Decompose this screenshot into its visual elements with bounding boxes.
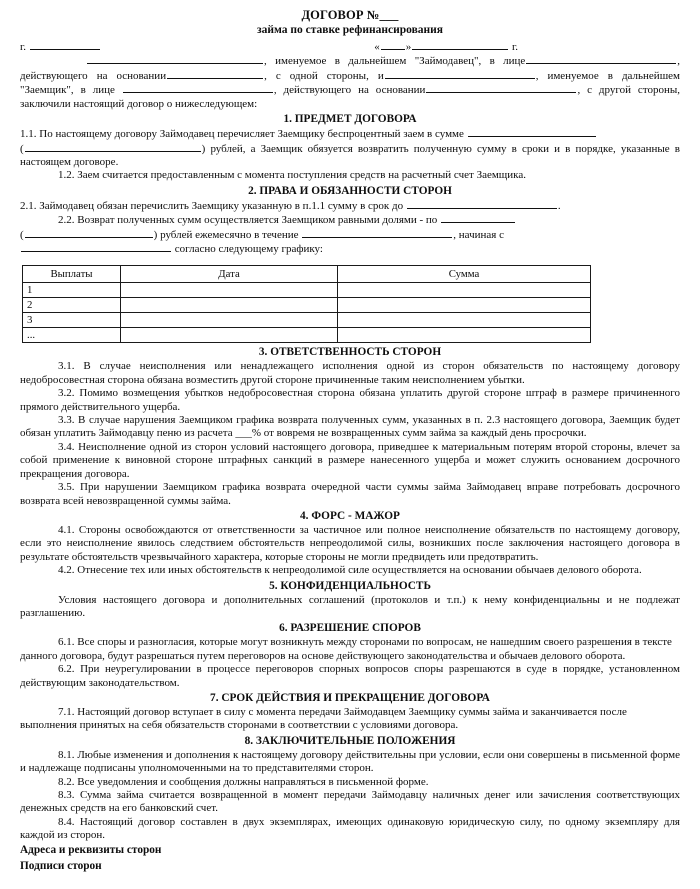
preamble-part-6: , действующего на основании xyxy=(273,84,426,97)
column-header-payments: Выплаты xyxy=(23,266,121,283)
preamble-paragraph xyxy=(20,54,680,111)
clause-3-2: 3.2. Помимо возмещения убытков недобросовестная сторона обязана уплатить другой стороне штраф в размере причиненного прямого действительного ущерба. xyxy=(20,387,680,413)
section-heading-7: 7. СРОК ДЕЙСТВИЯ И ПРЕКРАЩЕНИЕ ДОГОВОРА xyxy=(210,691,490,704)
row-date-cell[interactable] xyxy=(121,313,338,328)
section-heading-2: 2. ПРАВА И ОБЯЗАННОСТИ СТОРОН xyxy=(248,184,452,197)
section-heading-4: 4. ФОРС - МАЖОР xyxy=(300,509,400,522)
transfer-deadline-blank[interactable] xyxy=(407,199,557,209)
clause-6-1: 6.1. Все споры и разногласия, которые могут возникнуть между сторонами по вопросам, не нашедшим своего разрешения в тексте данного договора, будут разрешаться путем переговоров на основе действующего законодательства и обычаев делового оборота. xyxy=(20,636,672,662)
clause-2-2-text-a: 2.2. Возврат полученных сумм осуществляется Заемщиком равными долями - по xyxy=(58,214,438,227)
column-header-amount: Сумма xyxy=(338,266,591,283)
addresses-heading: Адреса и реквизиты сторон xyxy=(20,843,162,856)
clause-6-2: 6.2. При неурегулировании в процессе переговоров спорных вопросов споры разрешаются в суде в порядке, установленном действующим законодательством. xyxy=(20,663,680,689)
row-date-cell[interactable] xyxy=(121,283,338,298)
place-label: г. xyxy=(20,41,27,54)
table-row xyxy=(23,298,591,313)
section-heading-8: 8. ЗАКЛЮЧИТЕЛЬНЫЕ ПОЛОЖЕНИЯ xyxy=(244,734,456,747)
table-header-row xyxy=(23,266,591,283)
clause-8-3: 8.3. Сумма займа считается возвращенной в момент передачи Займодавцу наличных денег или зачисления соответствующих денежных средств на его банковский счет. xyxy=(20,789,680,815)
preamble-part-8: договор о нижеследующем: xyxy=(127,97,258,110)
preamble-part-2: , действующего xyxy=(20,55,680,82)
year-suffix: г. xyxy=(512,41,519,54)
document-title-text: ДОГОВОР № xyxy=(301,8,380,22)
clause-3-3-text-b: % от вовремя не возвращенных сумм займа за каждый день просрочки. xyxy=(251,427,587,440)
borrower-basis-blank[interactable] xyxy=(426,83,576,93)
section-heading-6: 6. РАЗРЕШЕНИЕ СПОРОВ xyxy=(279,622,421,635)
row-amount-cell[interactable] xyxy=(338,313,591,328)
row-index: ... xyxy=(23,328,121,343)
section-heading-1: 1. ПРЕДМЕТ ДОГОВОРА xyxy=(283,113,417,126)
clause-3-5: 3.5. При нарушении Заемщиком графика возврата очередной части суммы займа Займодавец вправе потребовать досрочного возврата всей невозвращенной суммы займа. xyxy=(20,481,680,507)
place-blank[interactable] xyxy=(30,40,100,50)
contract-number-blank: ___ xyxy=(379,8,399,22)
lender-representative-blank[interactable] xyxy=(526,54,676,64)
clause-7-1: 7.1. Настоящий договор вступает в силу с момента передачи Займодавцем Заемщику суммы займа и заканчивается после выполнения принятых на себя обязательств сторонами в соответствии с условиями договора. xyxy=(20,705,627,732)
column-header-date: Дата xyxy=(121,266,338,283)
row-date-cell[interactable] xyxy=(121,328,338,343)
table-row xyxy=(23,313,591,328)
lender-basis-blank[interactable] xyxy=(167,69,263,79)
clause-2-2: 2.2. Возврат полученных сумм осуществляется Заемщиком равными долями - по ( ) рублей ежемесячно в течение , начиная с согласно следующему графику: xyxy=(20,213,680,256)
borrower-representative-blank[interactable] xyxy=(123,83,273,93)
payment-schedule-container xyxy=(22,265,680,343)
clause-1-1-text-c: в настоящем договоре. xyxy=(20,142,680,168)
row-index: 1 xyxy=(23,283,121,298)
preamble-part-5: , именуемое в дальнейшем "Заемщик", в лице xyxy=(20,69,681,97)
row-amount-cell[interactable] xyxy=(338,328,591,343)
penalty-percent-blank[interactable]: ___ xyxy=(235,427,252,440)
document-subtitle: займа по ставке рефинансирования xyxy=(256,24,444,36)
clause-8-4: 8.4. Настоящий договор составлен в двух экземплярах, имеющих одинаковую юридическую силу, по одному экземпляру для каждой из сторон. xyxy=(20,815,680,842)
date-open-quote: « xyxy=(374,41,380,54)
clause-8-2: 8.2. Все уведомления и сообщения должны направляться в письменной форме. xyxy=(58,775,429,788)
loan-amount-words-blank[interactable] xyxy=(25,142,201,152)
row-index: 2 xyxy=(23,298,121,313)
installment-period-blank[interactable] xyxy=(302,228,452,238)
clause-2-2-text-b: ) рублей ежемесячно в течение xyxy=(153,228,299,241)
section-heading-3: 3. ОТВЕТСТВЕННОСТЬ СТОРОН xyxy=(258,346,442,359)
row-amount-cell[interactable] xyxy=(338,298,591,313)
clause-3-1: 3.1. В случае неисполнения или ненадлежащего исполнения одной из сторон обязательств по настоящему договору недобросовестная сторона обязана возместить другой стороне причиненные таким неисполнением убытки. xyxy=(20,360,680,386)
row-amount-cell[interactable] xyxy=(338,283,591,298)
clause-1-1: 1.1. По настоящему договору Займодавец перечисляет Заемщику беспроцентный заем в сумме ( ) рублей, а Заемщик обязуется возвратить полученную сумму в сроки и в порядке, указанные в настоящем договоре. xyxy=(20,128,680,168)
clause-2-1-text-b: . xyxy=(557,199,561,212)
signatures-heading: Подписи сторон xyxy=(20,859,102,872)
clause-3-3-text-a: 3.3. В случае нарушения Заемщиком графика возврата полученных сумм, указанных в п. 2.3 настоящего договора, Заемщик будет обязан уплатить Займодавцу пеню из расчета xyxy=(20,414,680,440)
installment-digits-blank[interactable] xyxy=(441,213,515,223)
table-row xyxy=(23,283,591,298)
preamble-part-3: на основании xyxy=(96,69,167,82)
preamble-part-4: , с одной стороны, и xyxy=(264,69,384,82)
preamble-part-1: , именуемое в дальнейшем "Займодавец", в лице xyxy=(264,55,526,68)
installment-start-blank[interactable] xyxy=(21,242,171,252)
table-row xyxy=(23,328,591,343)
row-index: 3 xyxy=(23,313,121,328)
date-close-quote: » xyxy=(405,41,412,54)
installment-words-blank[interactable] xyxy=(25,228,153,238)
clause-1-1-text-b: ) рублей, а Заемщик обязуется возвратить полученную сумму в сроки и в порядке, указанные xyxy=(201,142,670,155)
borrower-name-blank[interactable] xyxy=(385,69,535,79)
payment-schedule-table xyxy=(22,265,591,343)
clause-3-3 xyxy=(20,414,680,441)
loan-amount-digits-blank[interactable] xyxy=(468,127,596,137)
clause-2-2-text-d: согласно следующему графику: xyxy=(174,243,323,256)
clause-2-2-text-c: , начиная с xyxy=(453,228,504,241)
clause-4-1: 4.1. Стороны освобождаются от ответственности за частичное или полное неисполнение обязательств по настоящему договору, если это неисполнение явилось следствием обстоятельств непреодолимой силы, возникших после заключения настоящего договора в результате обстоятельств чрезвычайного характера, которые стороны не могли предвидеть или предотвратить. xyxy=(20,523,680,563)
row-date-cell[interactable] xyxy=(121,298,338,313)
month-year-blank[interactable] xyxy=(412,40,508,50)
clause-1-1-text-a: 1.1. По настоящему договору Займодавец перечисляет Заемщику беспроцентный заем в сумме xyxy=(20,128,464,141)
day-blank[interactable] xyxy=(381,40,405,50)
clause-2-1 xyxy=(20,199,680,213)
clause-2-1-text-a: 2.1. Займодавец обязан перечислить Заемщику указанную в п.1.1 сумму в срок до xyxy=(20,199,404,212)
document-title xyxy=(20,8,680,22)
lender-name-blank[interactable] xyxy=(87,54,263,64)
clause-5-1: Условия настоящего договора и дополнительных соглашений (протоколов и т.п.) к нему конфиденциальны и не подлежат разглашению. xyxy=(20,593,680,619)
clause-8-1: 8.1. Любые изменения и дополнения к настоящему договору действительны при условии, если они совершены в письменной форме и надлежаще подписаны уполномоченными на то представителями сторон. xyxy=(20,748,680,775)
clause-1-2: 1.2. Заем считается предоставленным с момента поступления средств на расчетный счет Заемщика. xyxy=(58,169,526,182)
clause-3-4: 3.4. Неисполнение одной из сторон условий настоящего договора, приведшее к материальным потерям второй стороны, влечет за собой применение к виновной стороне штрафных санкций в размере нанесенного ущерба и может служить основанием досрочного прекращения договора. xyxy=(20,440,680,480)
preamble-part-7: , с другой стороны, заключили настоящий xyxy=(20,84,681,110)
place-date-line xyxy=(20,40,680,54)
section-heading-5: 5. КОНФИДЕНЦИАЛЬНОСТЬ xyxy=(269,579,431,592)
clause-4-2: 4.2. Отнесение тех или иных обстоятельств к непреодолимой силе осуществляется на основании обычаев делового оборота. xyxy=(58,564,642,577)
